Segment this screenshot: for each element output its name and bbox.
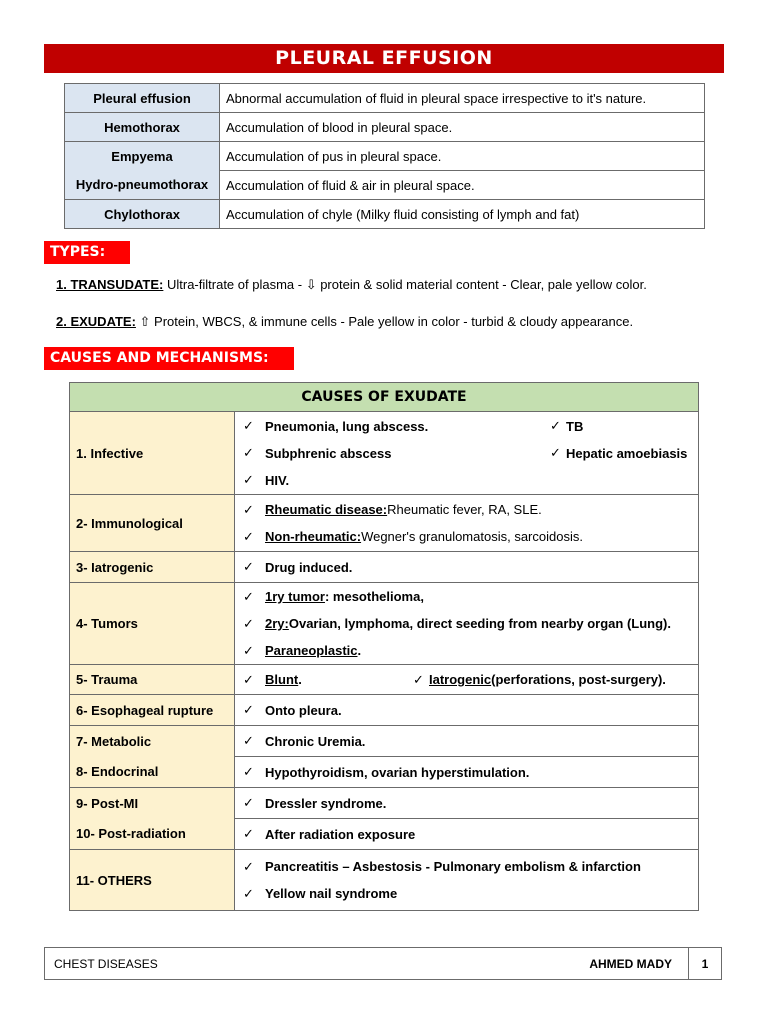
- items-cell: [235, 552, 699, 583]
- desc-cell: Accumulation of fluid & air in pleural space.: [220, 171, 705, 200]
- items-cell: [235, 583, 699, 665]
- check-icon: ✓: [243, 858, 254, 874]
- table-row: [70, 850, 699, 911]
- category-cell: 6- Esophageal rupture: [70, 695, 235, 726]
- list-item: Hypothyroidism, ovarian hyperstimulation.: [265, 764, 530, 780]
- check-icon: ✓: [550, 445, 561, 460]
- term-cell: Hydro-pneumothorax: [65, 171, 220, 200]
- list-item-label: Non-rheumatic:: [265, 529, 362, 544]
- list-item: Wegner's granulomatosis, sarcoidosis.: [361, 529, 583, 544]
- check-icon: ✓: [243, 764, 254, 779]
- category-cell: 5- Trauma: [70, 665, 235, 695]
- list-item: Hepatic amoebiasis: [566, 445, 688, 461]
- check-icon: ✓: [243, 671, 254, 687]
- check-icon: ✓: [243, 528, 254, 544]
- check-icon: ✓: [550, 418, 561, 433]
- list-item-label: Paraneoplastic: [265, 643, 358, 658]
- list-item: .: [357, 643, 362, 658]
- list-item: Ovarian, lymphoma, direct seeding from nearby organ (Lung).: [288, 616, 671, 631]
- check-icon: ✓: [243, 642, 254, 658]
- list-item: Onto pleura.: [265, 702, 342, 718]
- check-icon: ✓: [243, 501, 254, 517]
- term-cell: Empyema: [65, 142, 220, 171]
- page-title: PLEURAL EFFUSION: [44, 44, 724, 73]
- table-row: [70, 819, 699, 850]
- list-item: .: [298, 672, 302, 687]
- types-heading: TYPES:: [44, 241, 130, 264]
- table-row: [70, 552, 699, 583]
- table-row: [65, 142, 705, 171]
- table-row: [65, 113, 705, 142]
- category-cell: 1. Infective: [70, 412, 235, 495]
- items-cell: [235, 412, 699, 495]
- items-cell: [235, 726, 699, 757]
- items-cell: [235, 757, 699, 788]
- category-cell: 2- Immunological: [70, 495, 235, 552]
- table-row: [65, 84, 705, 113]
- category-cell: 11- OTHERS: [70, 850, 235, 911]
- items-cell: [235, 788, 699, 819]
- check-icon: ✓: [243, 702, 254, 717]
- term-cell: Hemothorax: [65, 113, 220, 142]
- exudate-text: ⇧ Protein, WBCS, & immune cells - Pale yellow in color - turbid & cloudy appearance.: [135, 314, 634, 329]
- desc-cell: Accumulation of blood in pleural space.: [220, 113, 705, 142]
- list-item-label: 2ry:: [265, 616, 289, 631]
- list-item: Rheumatic fever, RA, SLE.: [387, 502, 542, 517]
- category-cell: 4- Tumors: [70, 583, 235, 665]
- list-item-label: Iatrogenic: [429, 672, 492, 687]
- check-icon: ✓: [243, 795, 254, 810]
- page-number: 1: [688, 948, 721, 979]
- table-row: [70, 695, 699, 726]
- desc-cell: Accumulation of pus in pleural space.: [220, 142, 705, 171]
- check-icon: ✓: [413, 671, 424, 687]
- causes-table: [69, 382, 699, 911]
- list-item: : mesothelioma,: [324, 589, 424, 604]
- causes-table-title: CAUSES OF EXUDATE: [70, 383, 699, 412]
- items-cell: [235, 695, 699, 726]
- table-row: [70, 412, 699, 495]
- check-icon: ✓: [243, 733, 254, 748]
- list-item: Pneumonia, lung abscess.: [265, 418, 429, 434]
- items-cell: [235, 665, 699, 695]
- table-row: [70, 495, 699, 552]
- category-cell: 9- Post-MI: [70, 788, 235, 819]
- list-item: After radiation exposure: [265, 826, 416, 842]
- category-cell: 7- Metabolic: [70, 726, 235, 757]
- table-row: [70, 665, 699, 695]
- term-cell: Pleural effusion: [65, 84, 220, 113]
- table-row: [70, 788, 699, 819]
- check-icon: ✓: [243, 472, 254, 487]
- list-item: (perforations, post-surgery).: [491, 672, 666, 687]
- list-item: HIV.: [265, 472, 290, 488]
- table-row: [70, 757, 699, 788]
- list-item: Yellow nail syndrome: [265, 886, 398, 901]
- list-item: Drug induced.: [265, 559, 353, 575]
- list-item-label: 1ry tumor: [265, 589, 325, 604]
- list-item: TB: [566, 418, 584, 434]
- table-row: [70, 583, 699, 665]
- check-icon: ✓: [243, 418, 254, 433]
- exudate-line: [56, 314, 633, 330]
- list-item: Pancreatitis – Asbestosis - Pulmonary embolism & infarction: [265, 859, 641, 874]
- term-cell: Chylothorax: [65, 200, 220, 229]
- desc-cell: Accumulation of chyle (Milky fluid consisting of lymph and fat): [220, 200, 705, 229]
- items-cell: [235, 850, 699, 911]
- list-item-label: Blunt: [265, 672, 299, 687]
- causes-heading: CAUSES AND MECHANISMS:: [44, 347, 294, 370]
- list-item: Chronic Uremia.: [265, 733, 366, 749]
- footer-subject: CHEST DISEASES: [54, 956, 158, 971]
- list-item: Dressler syndrome.: [265, 795, 387, 811]
- check-icon: ✓: [243, 826, 254, 841]
- exudate-label: 2. EXUDATE:: [56, 314, 136, 329]
- check-icon: ✓: [243, 559, 254, 574]
- table-header-row: [70, 383, 699, 412]
- category-cell: 10- Post-radiation: [70, 819, 235, 850]
- category-cell: 8- Endocrinal: [70, 757, 235, 788]
- items-cell: [235, 819, 699, 850]
- transudate-line: [56, 277, 647, 293]
- list-item-label: Rheumatic disease:: [265, 502, 388, 517]
- items-cell: [235, 495, 699, 552]
- check-icon: ✓: [243, 445, 254, 460]
- footer-author: AHMED MADY: [589, 956, 672, 971]
- list-item: Subphrenic abscess: [265, 445, 392, 461]
- check-icon: ✓: [243, 615, 254, 631]
- table-row: [70, 726, 699, 757]
- desc-cell: Abnormal accumulation of fluid in pleural space irrespective to it's nature.: [220, 84, 705, 113]
- page-footer: [44, 947, 722, 980]
- definitions-table: [64, 83, 705, 229]
- transudate-label: 1. TRANSUDATE:: [56, 277, 164, 292]
- table-row: [65, 171, 705, 200]
- check-icon: ✓: [243, 588, 254, 604]
- check-icon: ✓: [243, 885, 254, 901]
- table-row: [65, 200, 705, 229]
- category-cell: 3- Iatrogenic: [70, 552, 235, 583]
- transudate-text: Ultra-filtrate of plasma - ⇩ protein & solid material content - Clear, pale yellow color.: [163, 277, 647, 292]
